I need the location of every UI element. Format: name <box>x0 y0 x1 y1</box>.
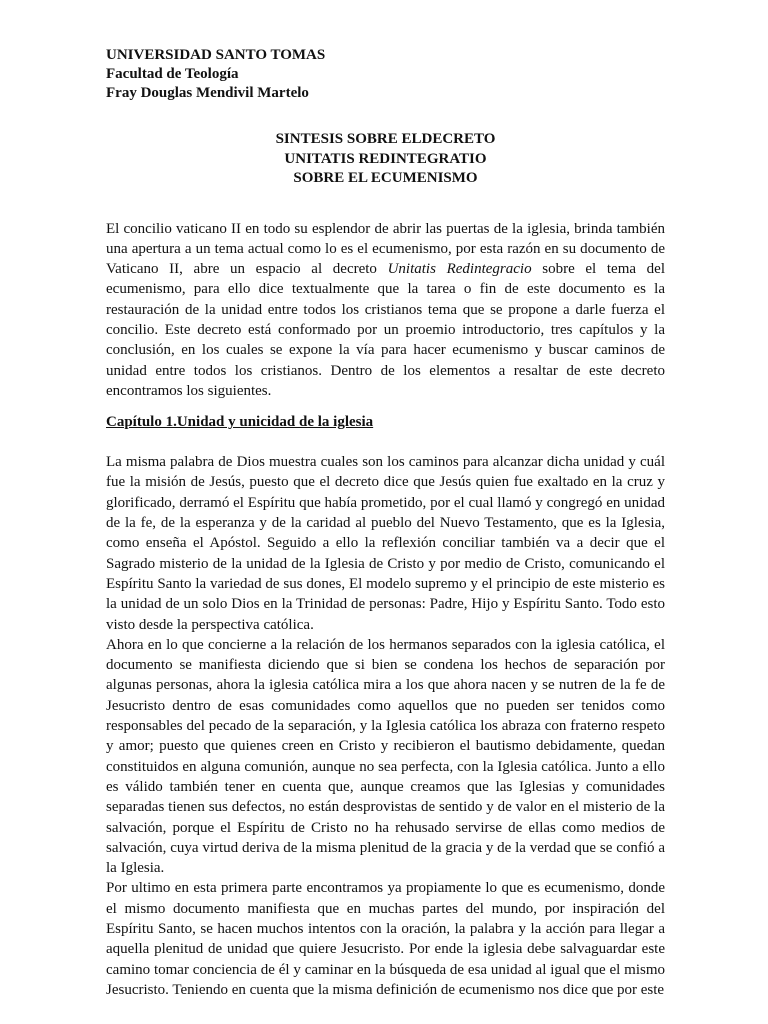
intro-text-end: sobre el tema del ecumenismo, para ello dice textualmente que la tarea o fin de este documento es la restauración de la unidad entre todos los cristianos tema que se propone a darle fuerza el concilio. Este decreto está conformado por un proemio introductorio, tres capítulos y la conclusión, en los cuales se expone la vía para hacer ecumenismo y buscar caminos de unidad entre todos los cristianos. Dentro de los elementos a resaltar de este decreto encontramos los siguientes. <box>106 261 666 399</box>
title-line-1: SINTESIS SOBRE ELDECRETO <box>275 131 496 147</box>
chapter-1-heading: Capítulo 1.Unidad y unicidad de la iglesia <box>106 414 374 431</box>
document-title <box>106 130 665 189</box>
faculty-name: Facultad de Teología <box>106 66 239 82</box>
chapter-1-paragraph-2: Ahora en lo que concierne a la relación de los hermanos separados con la iglesia católica, el documento se manifiesta diciendo que si bien se condena los hechos de separación por algunas personas, ahora la iglesia católica mira a los que ahora nacen y se nutren de la fe de Jesucristo dentro de esas comunidades como aquellos que no pueden ser tenidos como responsables del pecado de la separación, y la Iglesia católica los abraza con fraterno respeto y amor; puesto que quienes creen en Cristo y recibieron el bautismo debidamente, quedan constituidos en alguna comunión, aunque no sea perfecta, con la Iglesia católica. Junto a ello es válido también tener en cuenta que, aunque creamos que las Iglesias y comunidades separadas tienen sus defectos, no están desprovistas de sentido y de valor en el misterio de la salvación, porque el Espíritu de Cristo no ha rehusado servirse de ellas como medios de salvación, cuya virtud deriva de la misma plenitud de la gracia y de la verdad que se confió a la Iglesia. <box>106 636 665 877</box>
intro-text-start: El concilio vaticano II en todo su esplendor de abrir las puertas de la iglesia, brinda también una apertura a un tema actual como lo es el ecumenismo, por esta razón en su documento de Vaticano II, abre un espacio al decreto <box>106 220 665 278</box>
title-line-2: UNITATIS REDINTEGRATIO <box>284 150 487 167</box>
document-header <box>106 46 665 103</box>
chapter-1-paragraph-1: La misma palabra de Dios muestra cuales son los caminos para alcanzar dicha unidad y cuál fue la misión de Jesús, puesto que el decreto dice que Jesús quien fue exaltado en la cruz y glorificado, derramó el Espíritu que había prometido, por el cual llamó y congregó en unidad de la fe, de la esperanza y de la caridad al pueblo del Nuevo Testamento, que es la Iglesia, como enseña el Apóstol. Seguido a ello la reflexión conciliar también va a decir que el Sagrado misterio de la unidad de la Iglesia de Cristo y por medio de Cristo, comunicando el Espíritu Santo la variedad de sus dones, El modelo supremo y el principio de este misterio es la unidad de un solo Dios en la Trinidad de personas: Padre, Hijo y Espíritu Santo. Todo esto visto desde la perspectiva católica. <box>106 454 665 633</box>
author-name: Fray Douglas Mendivil Martelo <box>106 85 309 101</box>
title-line-3: SOBRE EL ECUMENISMO <box>293 170 478 186</box>
intro-paragraph <box>106 219 665 402</box>
chapter-1-paragraph-3: Por ultimo en esta primera parte encontramos ya propiamente lo que es ecumenismo, donde el mismo documento manifiesta que en muchas partes del mundo, por inspiración del Espíritu Santo, se hacen muchos intentos con la oración, la palabra y la acción para llegar a aquella plenitud de unidad que quiere Jesucristo. Por ende la iglesia debe salvaguardar este camino tomar conciencia de él y caminar en la búsqueda de esa unidad al igual que el mismo Jesucristo. Teniendo en cuenta que la misma definición de ecumenismo nos dice que por este <box>106 880 665 998</box>
decree-name-italic: Unitatis Redintegracio <box>387 261 532 278</box>
university-name: UNIVERSIDAD SANTO TOMAS <box>106 47 326 63</box>
